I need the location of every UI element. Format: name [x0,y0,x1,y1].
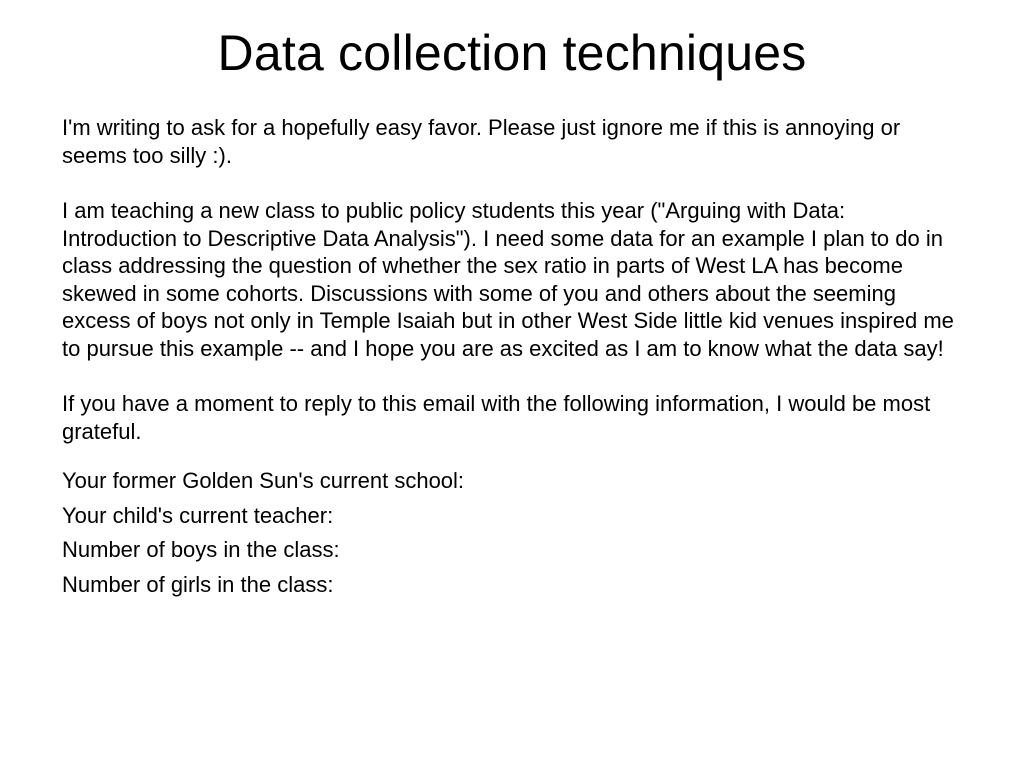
intro-paragraph: I'm writing to ask for a hopefully easy favor. Please just ignore me if this is annoying or seems too silly :). [62,115,901,168]
slide-body [62,114,962,605]
class-description-paragraph: I am teaching a new class to public policy students this year ("Arguing with Data: Introduction to Descriptive Data Analysis"). I need some data for an example I plan to do in class addressing the question of whether the sex ratio in parts of West LA has become skewed in some cohorts. Discussions with some of you and others about the seeming excess of boys not only in Temple Isaiah but in other West Side little kid venues inspired me to pursue this example -- and I hope you are as excited as I am to know what the data say! [62,198,954,361]
request-paragraph: If you have a moment to reply to this email with the following information, I would be most grateful. [62,391,931,444]
field-number-of-boys: Number of boys in the class: [62,537,340,562]
field-current-teacher: Your child's current teacher: [62,502,334,528]
field-number-of-girls: Number of girls in the class: [62,571,334,597]
field-current-school: Your former Golden Sun's current school: [62,468,465,493]
requested-fields-list [62,467,962,598]
slide-title: Data collection techniques [217,25,807,81]
